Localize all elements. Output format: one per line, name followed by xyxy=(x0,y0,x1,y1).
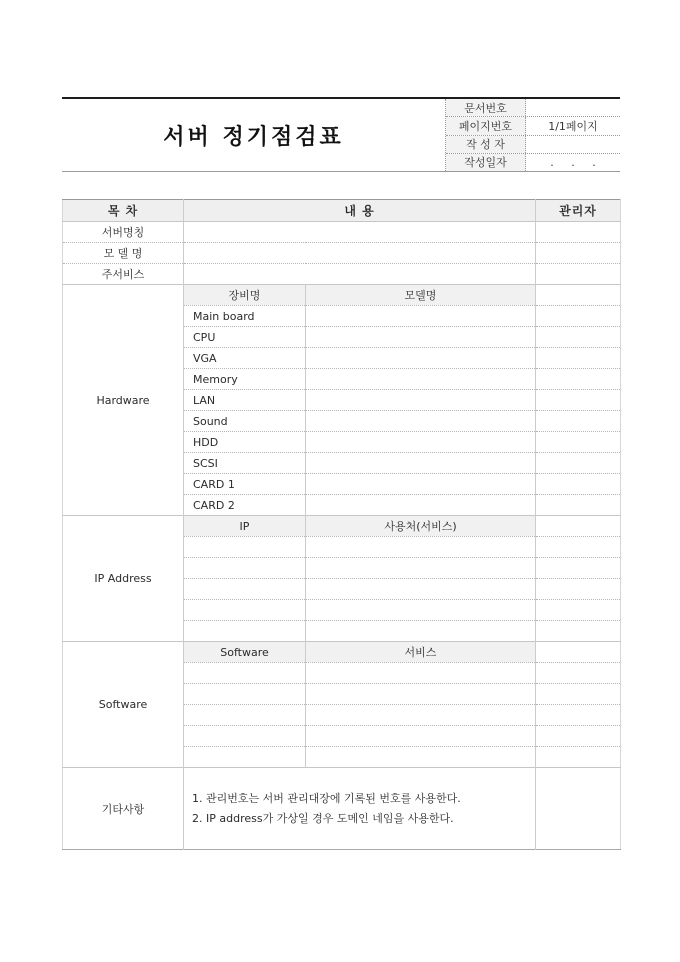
ip-subheader-row xyxy=(63,516,621,537)
table-header-row xyxy=(63,200,621,222)
manager-cell xyxy=(536,747,621,768)
software-subheader-row xyxy=(63,642,621,663)
subheader-model-name: 모델명 xyxy=(306,285,536,306)
server-name-cell xyxy=(184,222,536,243)
manager-cell xyxy=(536,348,621,369)
model-cell xyxy=(306,474,536,495)
doc-no-label: 문서번호 xyxy=(446,99,526,116)
software-cell xyxy=(184,747,306,768)
model-cell xyxy=(306,369,536,390)
model-cell xyxy=(306,306,536,327)
header-manager: 관리자 xyxy=(536,200,621,222)
manager-cell xyxy=(536,621,621,642)
manager-cell xyxy=(536,663,621,684)
doc-info-row-writer xyxy=(446,136,620,154)
software-cell xyxy=(184,726,306,747)
model-cell xyxy=(306,453,536,474)
device-main-board: Main board xyxy=(184,306,306,327)
manager-cell xyxy=(536,684,621,705)
usage-cell xyxy=(306,537,536,558)
notes-cell xyxy=(184,768,536,850)
manager-cell xyxy=(536,642,621,663)
manager-cell xyxy=(536,453,621,474)
manager-cell xyxy=(536,600,621,621)
subheader-software: Software xyxy=(184,642,306,663)
device-memory: Memory xyxy=(184,369,306,390)
ip-cell xyxy=(184,537,306,558)
row-label-model-name: 모 델 명 xyxy=(63,243,184,264)
page-no-value: 1/1페이지 xyxy=(548,119,598,133)
page-no-label: 페이지번호 xyxy=(446,117,526,134)
manager-cell xyxy=(536,768,621,850)
device-sound: Sound xyxy=(184,411,306,432)
device-vga: VGA xyxy=(184,348,306,369)
usage-cell xyxy=(306,579,536,600)
ip-cell xyxy=(184,621,306,642)
manager-cell xyxy=(536,222,621,243)
section-label-notes: 기타사항 xyxy=(63,768,184,850)
manager-cell xyxy=(536,432,621,453)
document-header xyxy=(62,97,620,172)
manager-cell xyxy=(536,306,621,327)
manager-cell xyxy=(536,474,621,495)
model-cell xyxy=(306,390,536,411)
notes-row xyxy=(63,768,621,850)
manager-cell xyxy=(536,705,621,726)
manager-cell xyxy=(536,495,621,516)
note-line-2: 2. IP address가 가상일 경우 도메인 네임을 사용한다. xyxy=(192,811,454,825)
service-cell xyxy=(306,705,536,726)
manager-cell xyxy=(536,516,621,537)
model-cell xyxy=(306,348,536,369)
table-row xyxy=(63,264,621,285)
service-cell xyxy=(306,747,536,768)
subheader-ip: IP xyxy=(184,516,306,537)
service-cell xyxy=(306,663,536,684)
usage-cell xyxy=(306,600,536,621)
software-cell xyxy=(184,705,306,726)
header-category: 목 차 xyxy=(63,200,184,222)
writer-label: 작 성 자 xyxy=(446,136,526,153)
header-content: 내 용 xyxy=(184,200,536,222)
ip-cell xyxy=(184,558,306,579)
inspection-table xyxy=(62,199,621,850)
note-line-1: 1. 관리번호는 서버 관리대장에 기록된 번호를 사용한다. xyxy=(192,791,461,805)
device-cpu: CPU xyxy=(184,327,306,348)
subheader-device-name: 장비명 xyxy=(184,285,306,306)
usage-cell xyxy=(306,558,536,579)
model-cell xyxy=(306,432,536,453)
date-label: 작성일자 xyxy=(446,154,526,171)
table-row xyxy=(63,222,621,243)
writer-value xyxy=(526,136,620,153)
software-cell xyxy=(184,684,306,705)
device-card-2: CARD 2 xyxy=(184,495,306,516)
row-label-main-service: 주서비스 xyxy=(63,264,184,285)
row-label-server-name: 서버명칭 xyxy=(63,222,184,243)
software-cell xyxy=(184,663,306,684)
manager-cell xyxy=(536,411,621,432)
subheader-service: 서비스 xyxy=(306,642,536,663)
service-cell xyxy=(306,684,536,705)
model-cell xyxy=(306,327,536,348)
model-cell xyxy=(306,495,536,516)
doc-info-row-page-no xyxy=(446,117,620,135)
main-service-cell xyxy=(184,264,536,285)
section-label-hardware: Hardware xyxy=(63,285,184,516)
document-info-table xyxy=(445,99,620,171)
device-hdd: HDD xyxy=(184,432,306,453)
manager-cell xyxy=(536,726,621,747)
manager-cell xyxy=(536,390,621,411)
title-area xyxy=(62,99,445,171)
service-cell xyxy=(306,726,536,747)
doc-info-row-doc-no xyxy=(446,99,620,117)
doc-no-value xyxy=(526,99,620,116)
manager-cell xyxy=(536,243,621,264)
manager-cell xyxy=(536,558,621,579)
section-label-ip-address: IP Address xyxy=(63,516,184,642)
device-lan: LAN xyxy=(184,390,306,411)
model-name-cell xyxy=(184,243,536,264)
table-row xyxy=(63,243,621,264)
manager-cell xyxy=(536,579,621,600)
subheader-usage: 사용처(서비스) xyxy=(306,516,536,537)
manager-cell xyxy=(536,537,621,558)
usage-cell xyxy=(306,621,536,642)
ip-cell xyxy=(184,600,306,621)
manager-cell xyxy=(536,264,621,285)
manager-cell xyxy=(536,327,621,348)
manager-cell xyxy=(536,369,621,390)
device-scsi: SCSI xyxy=(184,453,306,474)
device-card-1: CARD 1 xyxy=(184,474,306,495)
doc-info-row-date xyxy=(446,154,620,171)
ip-cell xyxy=(184,579,306,600)
section-label-software: Software xyxy=(63,642,184,768)
page-title: 서버 정기점검표 xyxy=(163,124,344,150)
hardware-subheader-row xyxy=(63,285,621,306)
model-cell xyxy=(306,411,536,432)
date-value: . . . xyxy=(550,155,596,169)
manager-cell xyxy=(536,285,621,306)
